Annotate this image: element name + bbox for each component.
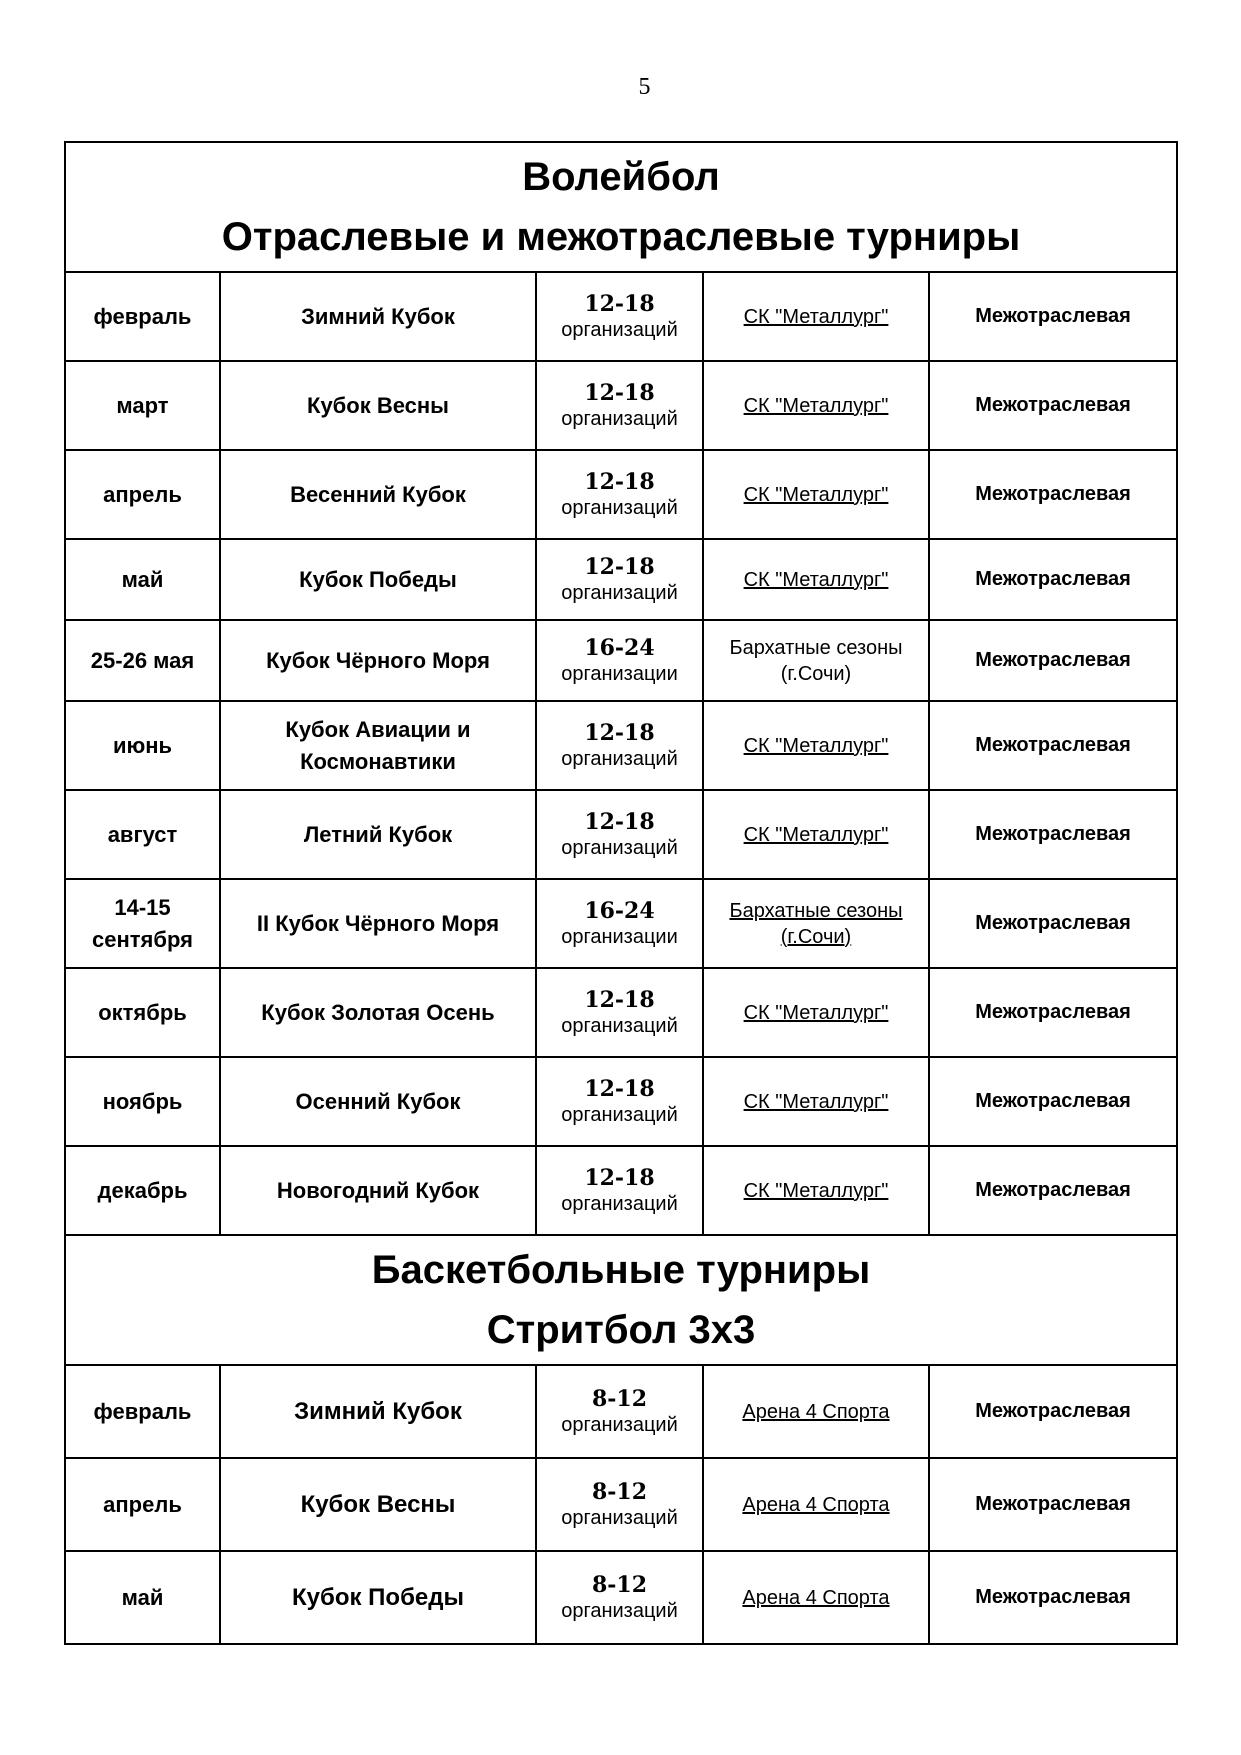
date-cell: август [65,790,220,879]
table-row [65,1057,1177,1146]
venue-link[interactable]: СК "Металлург" [703,450,929,539]
participants-count: 12-18 [584,553,655,580]
date-cell: февраль [65,272,220,361]
table-row [65,968,1177,1057]
date-cell: февраль [65,1365,220,1458]
participants-cell [536,790,703,879]
participants-cell [536,1365,703,1458]
venue-link[interactable]: СК "Металлург" [703,539,929,620]
participants-count: 8-12 [591,1385,648,1412]
participants-cell [536,1458,703,1551]
participants-unit: организаций [561,581,678,604]
participants-unit: организаций [561,1014,678,1037]
tournament-name-cell: Кубок Чёрного Моря [220,620,536,701]
tournament-name-cell: Зимний Кубок [220,1365,536,1458]
participants-count: 16-24 [584,897,655,924]
date-cell: июнь [65,701,220,790]
venue-link[interactable]: СК "Металлург" [703,790,929,879]
date-cell: 14-15 сентября [65,879,220,968]
participants-unit: организаций [561,496,678,519]
date-cell: ноябрь [65,1057,220,1146]
participants-unit: организаций [561,1103,678,1126]
date-cell: май [65,1551,220,1644]
participants-unit: организаций [561,407,678,430]
participants-count: 16-24 [584,634,655,661]
participants-unit: организаций [561,1599,678,1622]
tournament-name-cell: Кубок Победы [220,539,536,620]
venue-link[interactable]: СК "Металлург" [703,1146,929,1235]
type-cell: Межотраслевая [929,790,1177,879]
type-cell: Межотраслевая [929,272,1177,361]
participants-count: 12-18 [584,719,655,746]
participants-cell [536,361,703,450]
participants-cell [536,539,703,620]
table-row [65,879,1177,968]
type-cell: Межотраслевая [929,1458,1177,1551]
date-cell: 25-26 мая [65,620,220,701]
participants-unit: организаций [561,1192,678,1215]
date-cell: апрель [65,1458,220,1551]
type-cell: Межотраслевая [929,620,1177,701]
participants-unit: организаций [561,1506,678,1529]
participants-cell [536,879,703,968]
type-cell: Межотраслевая [929,450,1177,539]
participants-count: 12-18 [584,290,655,317]
participants-unit: организации [561,925,678,948]
tournament-name-cell: Кубок Весны [220,361,536,450]
tournament-name-cell: Весенний Кубок [220,450,536,539]
participants-count: 12-18 [584,1164,655,1191]
participants-count: 8-12 [591,1478,648,1505]
table-row [65,790,1177,879]
table-row [65,272,1177,361]
participants-count: 12-18 [584,1075,655,1102]
date-cell: апрель [65,450,220,539]
type-cell: Межотраслевая [929,1365,1177,1458]
type-cell: Межотраслевая [929,1057,1177,1146]
table-row [65,539,1177,620]
venue-link[interactable]: Арена 4 Спорта [703,1365,929,1458]
participants-unit: организаций [561,318,678,341]
table-row [65,620,1177,701]
participants-cell [536,968,703,1057]
table-row [65,1551,1177,1644]
tournament-name-cell: II Кубок Чёрного Моря [220,879,536,968]
venue-link[interactable] [703,879,929,968]
venue-link[interactable]: СК "Металлург" [703,361,929,450]
date-cell: май [65,539,220,620]
volleyball-section-header [65,142,1177,272]
type-cell: Межотраслевая [929,968,1177,1057]
venue-name: Бархатные сезоны [729,899,903,922]
venue-link[interactable]: СК "Металлург" [703,701,929,790]
table-row [65,361,1177,450]
date-cell: октябрь [65,968,220,1057]
participants-cell [536,620,703,701]
type-cell: Межотраслевая [929,1551,1177,1644]
participants-count: 12-18 [584,379,655,406]
date-cell: март [65,361,220,450]
page-number: 5 [638,74,651,100]
venue-link[interactable]: Арена 4 Спорта [703,1551,929,1644]
volleyball-title: Волейбол [522,155,720,199]
venue-cell [703,620,929,701]
venue-link[interactable]: СК "Металлург" [703,968,929,1057]
participants-unit: организаций [561,747,678,770]
type-cell: Межотраслевая [929,539,1177,620]
table-row [65,701,1177,790]
tournament-name-cell: Кубок Весны [220,1458,536,1551]
tournament-name-cell: Кубок Золотая Осень [220,968,536,1057]
venue-link[interactable]: СК "Металлург" [703,272,929,361]
table-row [65,1146,1177,1235]
participants-count: 12-18 [584,986,655,1013]
venue-name: Бархатные сезоны [729,636,903,659]
venue-link[interactable]: Арена 4 Спорта [703,1458,929,1551]
table-row [65,450,1177,539]
venue-city: (г.Сочи) [780,925,852,948]
participants-unit: организаций [561,836,678,859]
participants-cell [536,1146,703,1235]
participants-count: 8-12 [591,1571,648,1598]
participants-unit: организации [561,662,678,685]
participants-count: 12-18 [584,468,655,495]
tournament-schedule-table [64,141,1178,1645]
tournament-name-cell: Зимний Кубок [220,272,536,361]
participants-cell [536,701,703,790]
tournament-name-cell: Летний Кубок [220,790,536,879]
date-cell: декабрь [65,1146,220,1235]
venue-link[interactable]: СК "Металлург" [703,1057,929,1146]
table-row [65,1365,1177,1458]
table-row [65,1458,1177,1551]
participants-cell [536,450,703,539]
type-cell: Межотраслевая [929,361,1177,450]
type-cell: Межотраслевая [929,879,1177,968]
basketball-subtitle: Стритбол 3х3 [486,1308,756,1352]
tournament-name-cell: Кубок Победы [220,1551,536,1644]
tournament-name-cell: Новогодний Кубок [220,1146,536,1235]
volleyball-subtitle: Отраслевые и межотраслевые турниры [221,215,1021,259]
type-cell: Межотраслевая [929,1146,1177,1235]
tournament-name-cell: Осенний Кубок [220,1057,536,1146]
participants-count: 12-18 [584,808,655,835]
basketball-section-header [65,1235,1177,1365]
participants-unit: организаций [561,1413,678,1436]
participants-cell [536,1551,703,1644]
type-cell: Межотраслевая [929,701,1177,790]
participants-cell [536,1057,703,1146]
basketball-title: Баскетбольные турниры [371,1248,871,1292]
tournament-name-cell: Кубок Авиации и Космонавтики [220,701,536,790]
venue-city: (г.Сочи) [780,662,852,685]
participants-cell [536,272,703,361]
